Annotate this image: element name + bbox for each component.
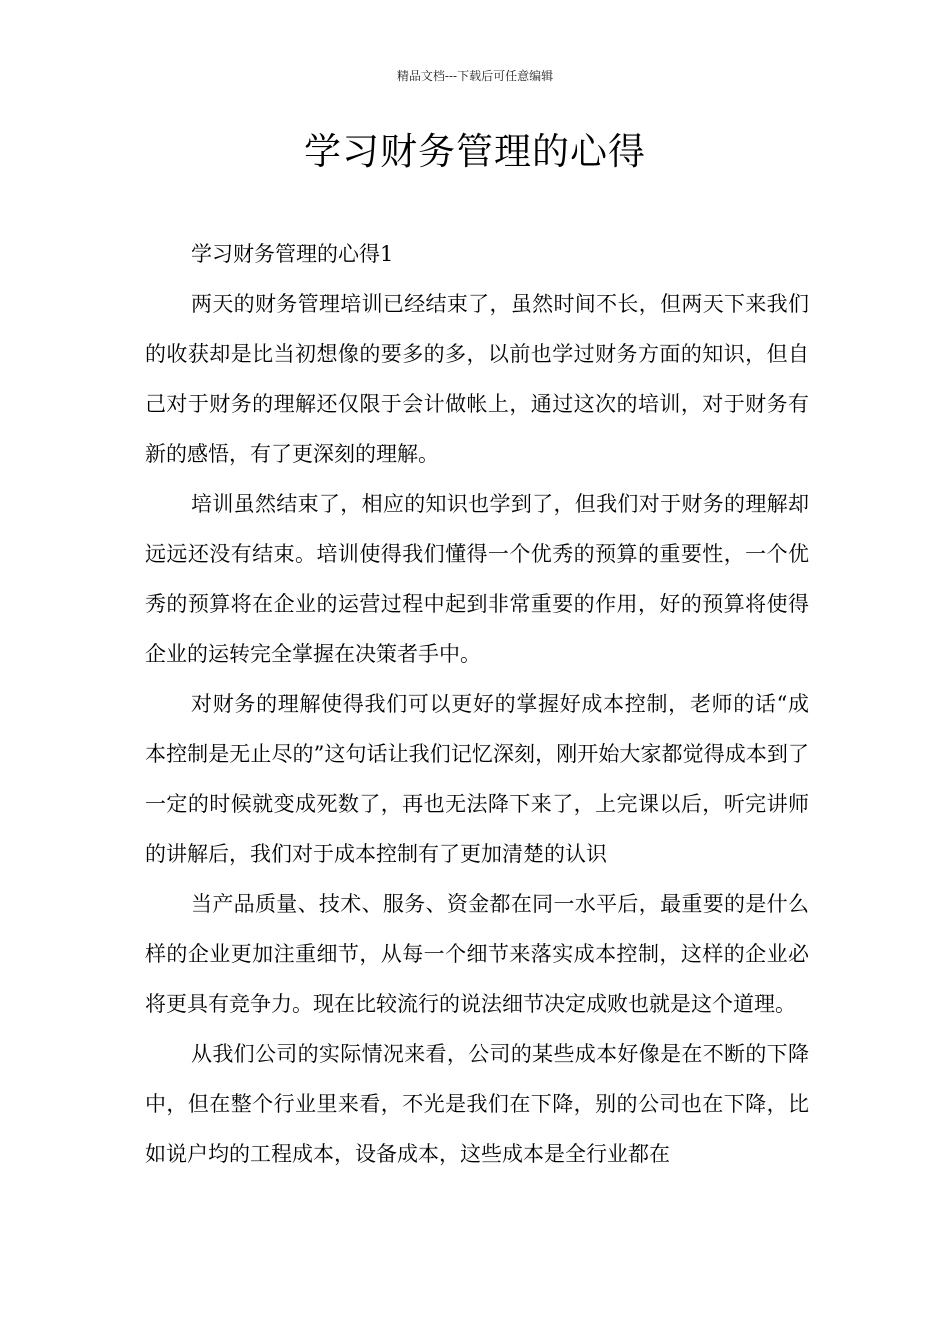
header-note: 精品文档---下载后可任意编辑 <box>396 69 554 83</box>
paragraph-1: 两天的财务管理培训已经结束了，虽然时间不长，但两天下来我们的收获却是比当初想像的要多的多，以前也学过财务方面的知识，但自己对于财务的理解还仅限于会计做帐上，通过这次的培训，对于财务有新的感悟，有了更深刻的理解。 <box>145 292 809 466</box>
paragraph-5: 从我们公司的实际情况来看，公司的某些成本好像是在不断的下降中，但在整个行业里来看，不光是我们在下降，别的公司也在下降，比如说户均的工程成本，设备成本，这些成本是全行业都在 <box>145 1042 809 1166</box>
paragraph-4: 当产品质量、技术、服务、资金都在同一水平后，最重要的是什么样的企业更加注重细节，从每一个细节来落实成本控制，这样的企业必将更具有竞争力。现在比较流行的说法细节决定成败也就是这个道理。 <box>145 892 809 1016</box>
document-body <box>145 229 809 1179</box>
document-title: 学习财务管理的心得 <box>304 130 646 173</box>
section-title: 学习财务管理的心得1 <box>191 242 394 266</box>
paragraph-3: 对财务的理解使得我们可以更好的掌握好成本控制，老师的话“成本控制是无止尽的”这句话让我们记忆深刻，刚开始大家都觉得成本到了一定的时候就变成死数了，再也无法降下来了，上完课以后，听完讲师的讲解后，我们对于成本控制有了更加清楚的认识 <box>145 692 809 866</box>
paragraph-2: 培训虽然结束了，相应的知识也学到了，但我们对于财务的理解却远远还没有结束。培训使得我们懂得一个优秀的预算的重要性，一个优秀的预算将在企业的运营过程中起到非常重要的作用，好的预算将使得企业的运转完全掌握在决策者手中。 <box>145 492 809 666</box>
